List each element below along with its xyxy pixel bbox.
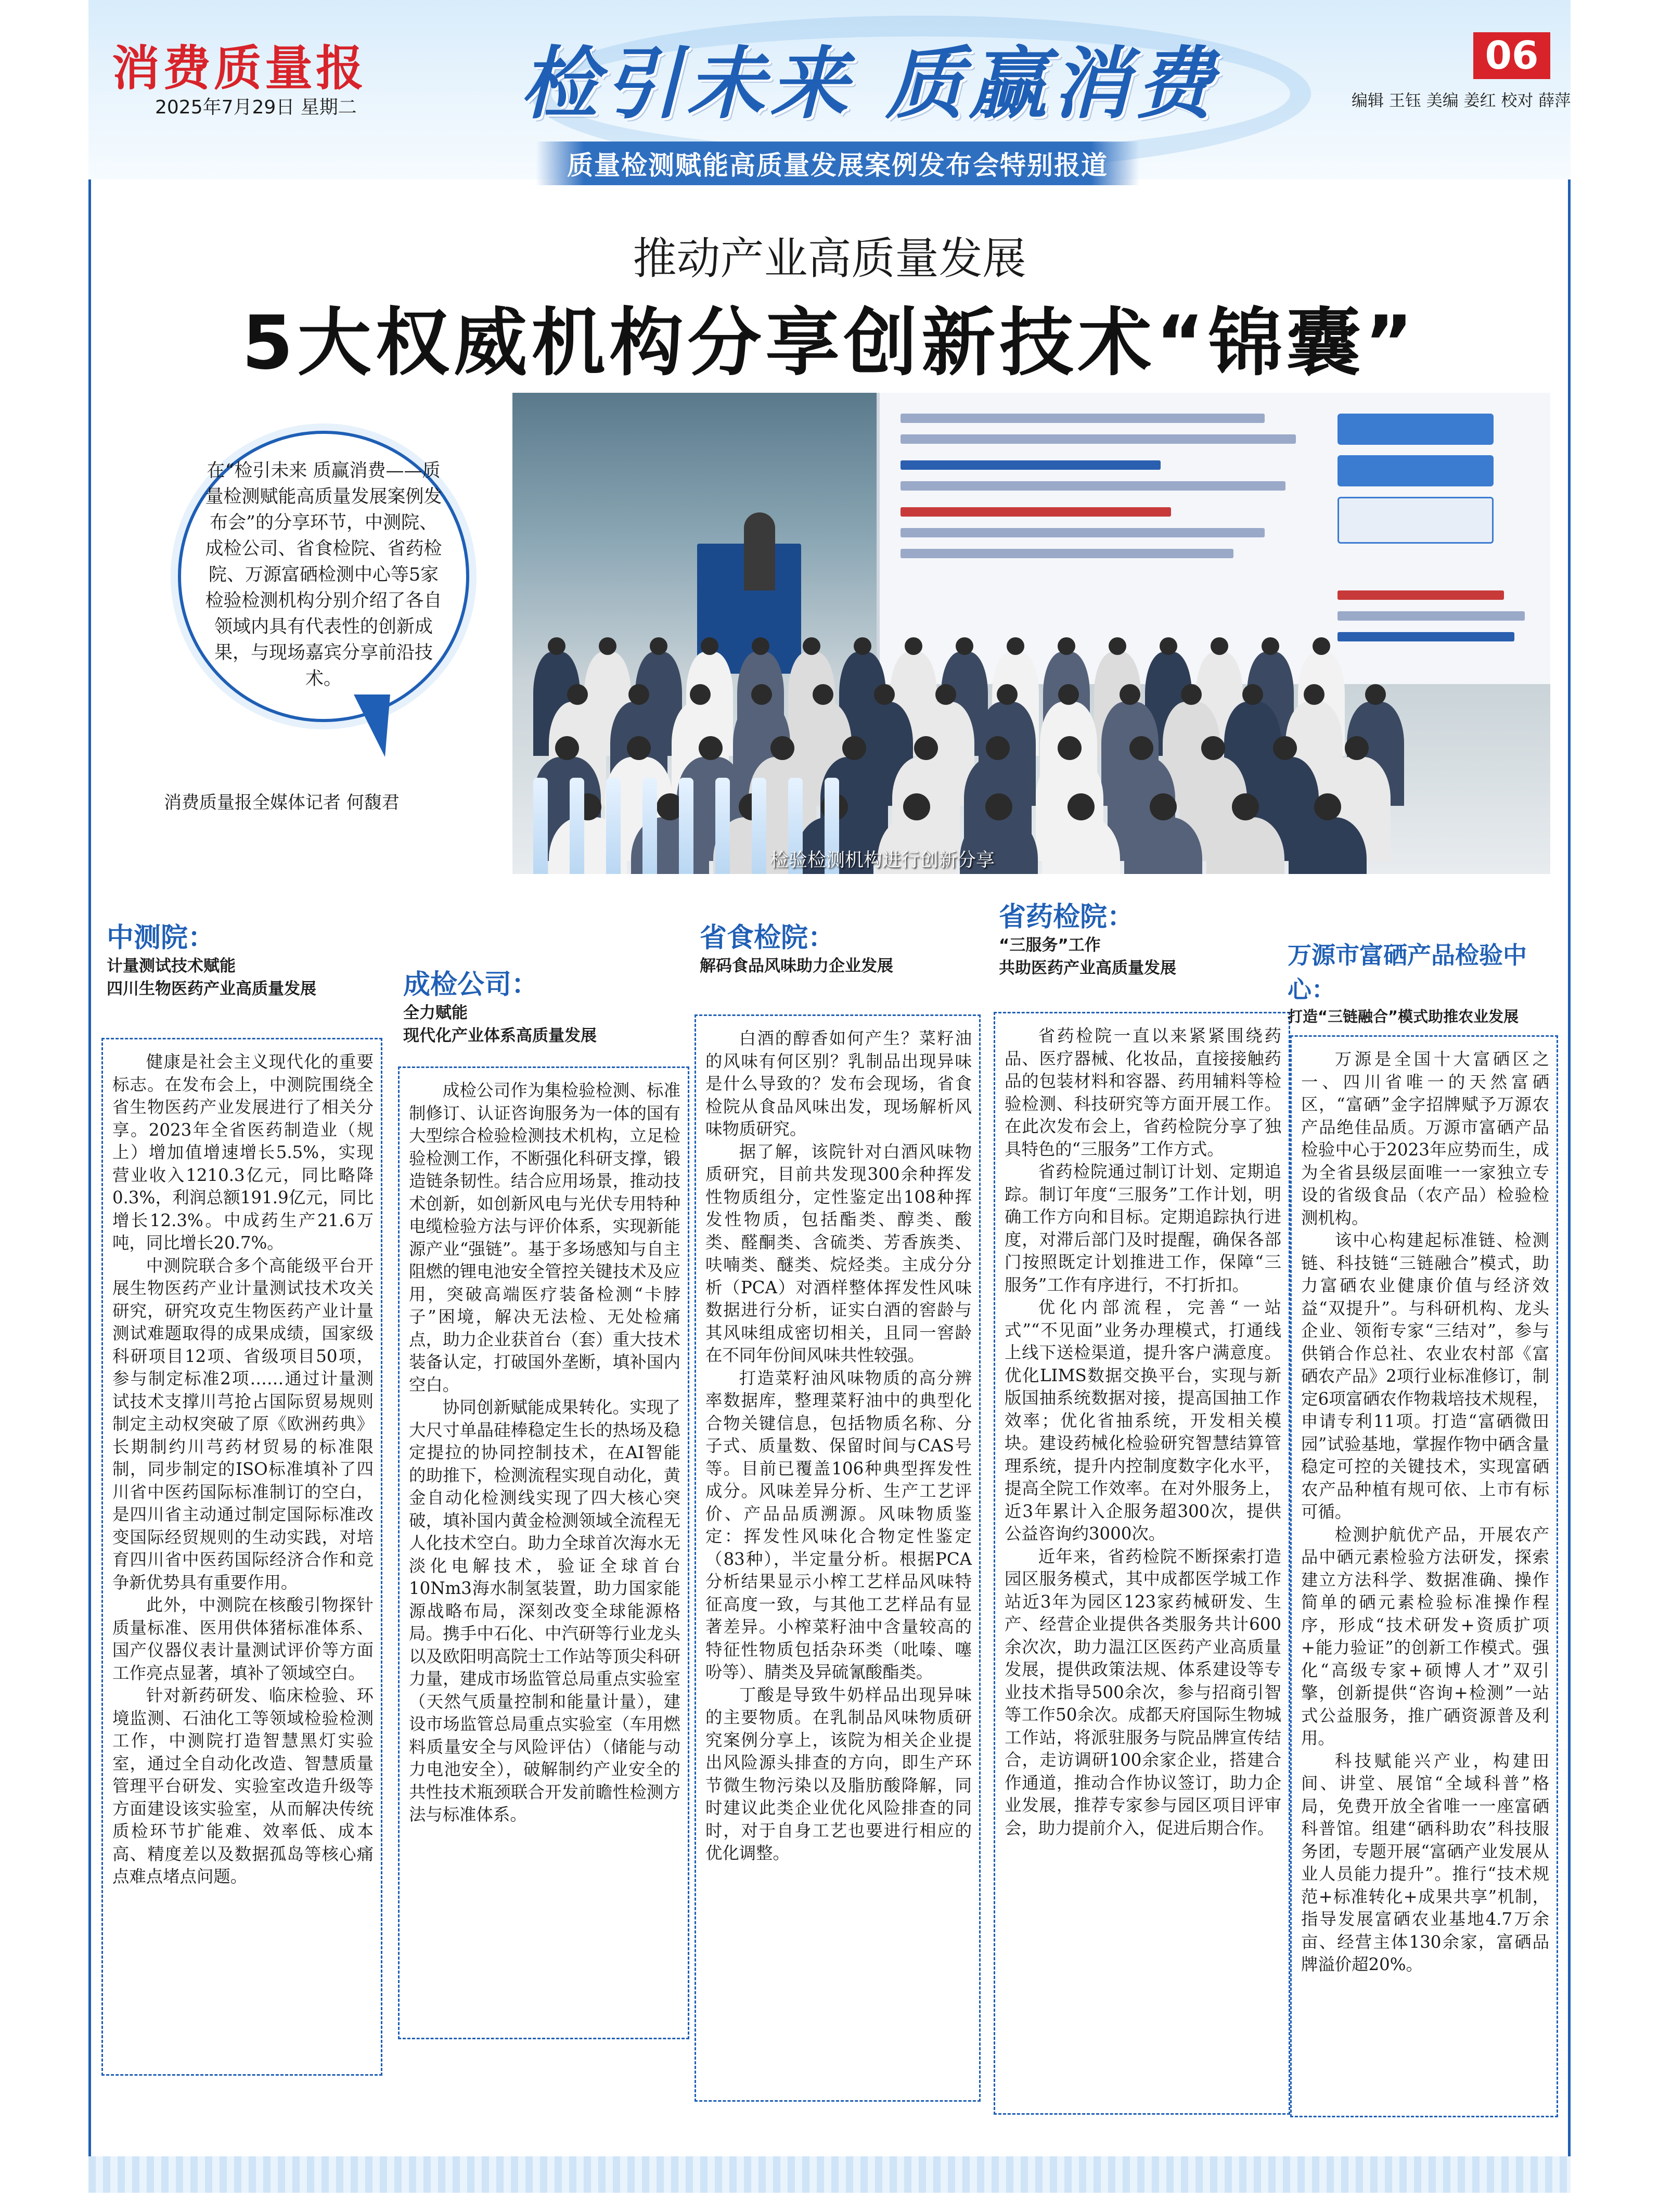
section-shengyaojian [999,895,1290,1838]
section-name: 省药检院： [999,902,1135,933]
section-name: 成检公司： [403,969,539,1000]
special-report-banner: 质量检测赋能高质量发展案例发布会特别报道 [536,142,1139,185]
audience-head [1314,793,1341,820]
audience-head [842,736,866,760]
paragraph: 该中心构建起标准链、检测链、科技链“三链融合”模式，助力富硒农业健康价值与经济效益“双提升”。与科研机构、龙头企业、领衔专家“三结对”，参与供销合作总社、农业农村部《富硒农产品》2项行业标准修订，制定6项富硒农作物栽培技术规程，申请专利11项。打造“富硒微田园”试验基地，掌握作物中硒含量稳定可控的关键技术，实现富硒农产品种植有规可依、上市有标可循。 [1301,1230,1549,1522]
section-subtitle-line: 打造“三链融合”模式助推农业发展 [1288,1008,1519,1025]
audience-head [1211,637,1228,655]
speaker [744,512,775,590]
paragraph: 中测院联合多个高能级平台开展生物医药产业计量测试技术攻关研究，研究攻克生物医药产业计量测试难题取得的成果成绩，国家级科研项目12项、省级项目50项，参与制定标准2项……通过计量测试技术支撑川芎抢占国际贸易规则制定主动权突破了原《欧洲药典》长期制约川芎药材贸易的标准限制，同步制定的ISO标准填补了四川省中医药国际标准制订的空白，是四川省主动通过制定国际标准改变国际经贸规则的生动实践，对培育四川省中医药国际经济合作和竞争新优势具有重要作用。 [112,1255,374,1592]
paragraph: 丁酸是导致牛奶样品出现异味的主要物质。在乳制品风味物质研究案例分享上，该院为相关企业提出风险源头排查的方向，即生产环节微生物污染以及脂肪酸降解，同时建议此类企业优化风险排查的同时，对于自身工艺也要进行相应的优化调整。 [705,1684,972,1863]
audience-head [701,637,718,655]
audience-head [1365,684,1386,705]
lead-bubble-tail [354,695,390,757]
audience-head [770,736,794,760]
audience-head [1058,637,1075,655]
audience-head [1232,793,1259,820]
section-subtitle-line: 全力赋能 [403,1004,468,1022]
audience-head [1058,736,1082,760]
audience-head [1109,637,1126,655]
audience-head [1345,736,1369,760]
article-headline: 5大权威机构分享创新技术“锦囊” [241,300,1418,386]
audience-head [752,637,769,655]
audience-head [997,684,1018,705]
audience-head [627,736,651,760]
paragraph: 近年来，省药检院不断探索打造园区服务模式，其中成都医学城工作站近3年为园区123家药械研发、生产、经营企业提供各类服务共计600余次次，助力温江区医药产业高质量发展，提供政策法规、体系建设等专业技术指导500余次，参与招商引智等工作50余次。成都天府国际生物城工作站，将派驻服务与院品牌宣传结合，走访调研100余家企业，搭建合作通道，推动合作协议签订，助力企业发展，推荐专家参与园区项目评审会，助力提前介入，促进后期合作。 [1005,1546,1281,1838]
conference-photo [512,393,1550,874]
article-lead: 在“检引未来 质赢消费——质量检测赋能高质量发展案例发布会”的分享环节，中测院、成检公司、省食检院、省药检院、万源富硒检测中心等5家检验检测机构分别介绍了各自领域内具有代表性的创新成果，与现场嘉宾分享前沿技术。 [205,460,442,689]
section-body [101,1038,382,2076]
water-bottle [679,778,693,874]
audience-head [813,684,833,705]
audience-head [555,736,579,760]
audience-head [751,684,772,705]
slogan: 检引未来 质赢消费 [520,38,1219,130]
audience-head [914,736,938,760]
page-number: 06 [1473,32,1550,79]
section-subtitle-line: 计量测试技术赋能 [107,957,236,975]
water-bottle [606,778,621,874]
paragraph: 协同创新赋能成果转化。实现了大尺寸单晶硅棒稳定生长的热场及稳定提拉的协同控制技术，在AI智能的助推下，检测流程实现自动化，黄金自动化检测线实现了四大核心突破，填补国内黄金检测领域全流程无人化技术空白。助力全球首次海水无淡化电解技术，验证全球首台10Nm3海水制氢装置，助力国家能源战略布局，深刻改变全球能源格局。携手中石化、中汽研等行业龙头以及欧阳明高院士工作站等顶尖科研力量，建成市场监管总局重点实验室（天然气质量控制和能量计量），建设市场监管总局重点实验室（车用燃料质量安全与风险评估）（储能与动力电池安全），破解制约产业安全的共性技术瓶颈联合开发前瞻性检测方法与标准体系。 [409,1397,680,1824]
paragraph: 省药检院通过制订计划、定期追踪。制订年度“三服务”工作计划，明确工作方向和目标。定期追踪执行进度，对滞后部门及时提醒，确保各部门按照既定计划推进工作，保障“三服务”工作有序进行，不打折扣。 [1005,1162,1281,1295]
paragraph: 据了解，该院针对白酒风味物质研究，目前共发现300余种挥发性物质组分，定性鉴定出108种挥发性物质，包括酯类、醇类、酸类、醛酮类、含硫类、芳香族类、呋喃类、醚类、烷烃类。主成分分析（PCA）对酒样整体挥发性风味数据进行分析，证实白酒的窖龄与其风味组成密切相关，且同一窖龄在不同年份间风味共性较强。 [705,1141,972,1365]
audience-head [986,736,1010,760]
audience-head [548,637,565,655]
water-bottle [715,778,730,874]
section-subtitle-line: 现代化产业体系高质量发展 [403,1026,597,1045]
section-name: 省食检院： [700,922,835,954]
audience-head [956,637,973,655]
byline: 消费质量报全媒体记者 何馥君 [164,792,400,813]
audience-head [1120,684,1140,705]
section-wanyuan [1288,936,1563,1974]
section-name: 万源市富硒产品检验中心： [1288,941,1527,1004]
page-footer-decoration [88,2156,1571,2193]
audience-head [1201,736,1225,760]
paragraph: 白酒的醇香如何产生？菜籽油的风味有何区别？乳制品出现异味是什么导致的？发布会现场，省食检院从食品风味出发，现场解析风味物质研究。 [705,1028,972,1139]
section-body [1290,1035,1558,2117]
water-bottle [533,778,548,874]
paragraph: 针对新药研发、临床检验、环境监测、石油化工等领域检验检测工作，中测院打造智慧黑灯实验室，通过全自动化改造、智慧质量管理平台研发、实验室改造升级等方面建设该实验室，从而解决传统质检环节扩能难、效率低、成本高、精度差以及数据孤岛等核心痛点难点堵点问题。 [112,1686,374,1886]
audience-head [1068,793,1095,820]
editors-credit: 编辑 王钰 美编 姜红 校对 薛萍 [1352,92,1571,110]
audience-head [905,637,922,655]
water-bottle [570,778,584,874]
audience-head [1129,736,1153,760]
audience-head [903,793,930,820]
audience-head [628,684,649,705]
audience-head [1007,637,1024,655]
audience-head [874,684,895,705]
paragraph: 省药检院一直以来紧紧围绕药品、医疗器械、化妆品，直接接触药品的包装材料和容器、药用辅料等检验检测、科技研究等方面开展工作。在此次发布会上，省药检院分享了独具特色的“三服务”工作方式。 [1005,1026,1281,1159]
paragraph: 万源是全国十大富硒区之一、四川省唯一的天然富硒区，“富硒”金字招牌赋予万源农产品绝佳品质。万源市富硒产品检验中心于2023年应势而生，成为全省县级层面唯一一家独立专设的省级食品（农产品）检验检测机构。 [1301,1049,1549,1228]
audience-head [1150,793,1177,820]
audience-head [985,793,1012,820]
audience-head [650,637,667,655]
water-bottle [752,778,766,874]
paragraph: 检测护航优产品，开展农产品中硒元素检验方法研发，探索建立方法科学、数据准确、操作简单的硒元素检验标准操作程序，形成“技术研发+资质扩项+能力验证”的创新工作模式。强化“高级专家+硕博人才”双引擎，创新提供“咨询+检测”一站式公益服务，推广硒资源普及利用。 [1301,1524,1549,1748]
paragraph: 打造菜籽油风味物质的高分辨率数据库，整理菜籽油中的典型化合物关键信息，包括物质名称、分子式、质量数、保留时间与CAS号等。目前已覆盖106种典型挥发性成分。风味差异分析、生产工艺评价、产品品质溯源。风味物质鉴定：挥发性风味化合物定性鉴定（83种），半定量分析。根据PCA分析结果显示小榨工艺样品风味特征高度一致，与其他工艺样品有显著差异。小榨菜籽油中含量较高的特征性物质包括杂环类（吡嗪、噻吩等）、腈类及异硫氰酸酯类。 [705,1368,972,1682]
audience-head [567,684,588,705]
section-subtitle-line: 解码食品风味助力企业发展 [700,957,893,975]
section-zhongceyuan [107,916,382,1886]
audience-head [1160,637,1177,655]
section-body [994,1012,1290,2115]
water-bottle [642,778,657,874]
audience-head [699,736,723,760]
audience-head [599,637,616,655]
audience-head [1242,684,1263,705]
paper-name: 消费质量报 [112,41,367,96]
paragraph: 优化内部流程，完善“一站式”“不见面”业务办理模式，打通线上线下送检渠道，提升客户满意度。优化LIMS数据交换平台，实现与新版国抽系统数据对接，提高国抽工作效率；优化省抽系统，开发相关模块。建设药械化检验研究智慧结算管理系统，提升内控制度数字化水平，提高全院工作效率。在对外服务上，近3年累计入企服务超300次，提供公益咨询约3000次。 [1005,1297,1281,1544]
audience-head [1313,637,1330,655]
section-shengshijian [700,916,981,1863]
audience-head [854,637,871,655]
audience-head [690,684,711,705]
audience-head [803,637,820,655]
section-body [398,1066,689,2039]
audience-head [935,684,956,705]
audience-head [1058,684,1079,705]
article-kicker: 推动产业高质量发展 [633,233,1026,284]
section-name: 中测院： [107,922,215,954]
section-subtitle-line: “三服务”工作 [999,936,1101,955]
paragraph: 成检公司作为集检验检测、标准制修订、认证咨询服务为一体的国有大型综合检验检测技术机构，立足检验检测工作，不断强化科研支撑，锻造链条韧性。结合应用场景，推动技术创新，如创新风电与光伏专用特种电缆检验方法与评价体系，实现新能源产业“强链”。基于多场感知与自主阻燃的锂电池安全管控关键技术及应用，突破高端医疗装备检测“卡脖子”困境，解决无法检、无处检痛点，助力企业获首台（套）重大技术装备认定，打破国外垄断，填补国内空白。 [409,1081,680,1395]
audience-head [1262,637,1279,655]
section-chengjian [403,962,695,1824]
section-subtitle-line: 四川生物医药产业高质量发展 [107,980,316,998]
audience-head [1181,684,1202,705]
paragraph: 此外，中测院在核酸引物探针质量标准、医用供体猪标准体系、国产仪器仪表计量测试评价等方面工作亮点显著，填补了领域空白。 [112,1595,374,1683]
section-subtitle-line: 共助医药产业高质量发展 [999,959,1176,978]
photo-caption: 检验检测机构进行创新分享 [770,850,995,871]
section-body [695,1014,981,2102]
audience-head [1273,736,1297,760]
paragraph: 健康是社会主义现代化的重要标志。在发布会上，中测院围绕全省生物医药产业发展进行了相关分享。2023年全省医药制造业（规上）增加值增速增长5.5%，实现营业收入1210.3亿元，同比略降0.3%，利润总额191.9亿元，同比增长12.3%。中成药生产21.6万吨，同比增长20.7%。 [112,1052,374,1253]
audience-head [1304,684,1324,705]
publication-date: 2025年7月29日 星期二 [155,97,357,118]
paragraph: 科技赋能兴产业，构建田间、讲堂、展馆“全域科普”格局，免费开放全省唯一一座富硒科普馆。组建“硒科助农”科技服务团，专题开展“富硒产业发展从业人员能力提升”。推行“技术规范+标准转化+成果共享”机制，指导发展富硒农业基地4.7万余亩、经营主体130余家，富硒品牌溢价超20%。 [1301,1751,1549,1974]
